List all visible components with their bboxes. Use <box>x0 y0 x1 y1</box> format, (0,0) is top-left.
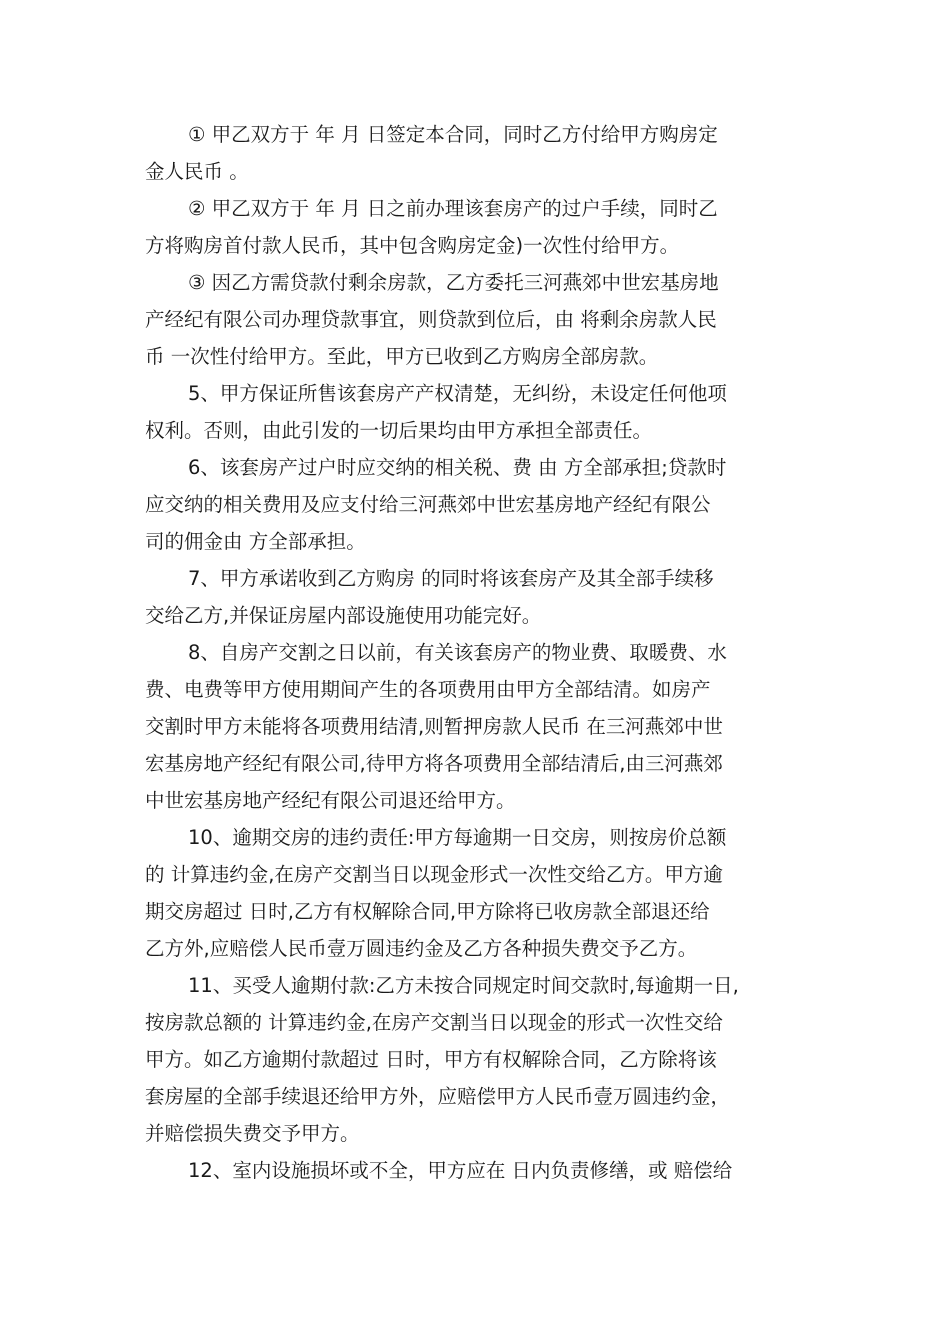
clause-line: ③ 因乙方需贷款付剩余房款，乙方委托三河燕郊中世宏基房地 <box>188 271 719 294</box>
clause-6 <box>145 449 810 560</box>
clause-line: 产经纪有限公司办理贷款事宜，则贷款到位后，由 将剩余房款人民 <box>145 308 717 331</box>
clause-line: 8、自房产交割之日以前，有关该套房产的物业费、取暖费、水 <box>188 641 727 664</box>
clause-line: 交给乙方,并保证房屋内部设施使用功能完好。 <box>145 604 542 627</box>
clause-line: 12、室内设施损坏或不全，甲方应在 日内负责修缮，或 赔偿给 <box>188 1159 733 1182</box>
clause-line: 权利。否则，由此引发的一切后果均由甲方承担全部责任。 <box>145 419 653 442</box>
clause-12 <box>145 1152 810 1189</box>
clause-1 <box>145 116 810 190</box>
clause-7 <box>145 560 810 634</box>
contract-body <box>145 116 810 1189</box>
clause-5 <box>145 375 810 449</box>
clause-line: 乙方外,应赔偿人民币壹万圆违约金及乙方各种损失费交予乙方。 <box>145 937 698 960</box>
clause-line: 的 计算违约金,在房产交割当日以现金形式一次性交给乙方。甲方逾 <box>145 863 723 886</box>
clause-line: ① 甲乙双方于 年 月 日签定本合同，同时乙方付给甲方购房定 <box>188 123 718 146</box>
clause-3 <box>145 264 810 375</box>
clause-line: 按房款总额的 计算违约金,在房产交割当日以现金的形式一次性交给 <box>145 1011 723 1034</box>
clause-line: 7、甲方承诺收到乙方购房 的同时将该套房产及其全部手续移 <box>188 567 714 590</box>
clause-line: 10、逾期交房的违约责任:甲方每逾期一日交房，则按房价总额 <box>188 826 727 849</box>
clause-line: 6、该套房产过户时应交纳的相关税、费 由 方全部承担;贷款时 <box>188 456 727 479</box>
clause-line: 11、买受人逾期付款:乙方未按合同规定时间交款时,每逾期一日, <box>188 974 739 997</box>
clause-line: 中世宏基房地产经纪有限公司退还给甲方。 <box>145 789 516 812</box>
clause-line: 套房屋的全部手续退还给甲方外，应赔偿甲方人民币壹万圆违约金， <box>145 1085 731 1108</box>
clause-line: 金人民币 。 <box>145 160 249 183</box>
clause-line: 甲方。如乙方逾期付款超过 日时，甲方有权解除合同，乙方除将该 <box>145 1048 717 1071</box>
clause-8 <box>145 634 810 819</box>
clause-11 <box>145 967 810 1152</box>
clause-2 <box>145 190 810 264</box>
clause-line: 交割时甲方未能将各项费用结清,则暂押房款人民币 在三河燕郊中世 <box>145 715 723 738</box>
clause-line: 5、甲方保证所售该套房产产权清楚，无纠纷，未设定任何他项 <box>188 382 727 405</box>
clause-10 <box>145 819 810 967</box>
clause-line: 司的佣金由 方全部承担。 <box>145 530 366 553</box>
clause-line: 方将购房首付款人民币，其中包含购房定金)一次性付给甲方。 <box>145 234 680 257</box>
clause-line: 币 一次性付给甲方。至此，甲方已收到乙方购房全部房款。 <box>145 345 659 368</box>
clause-line: 应交纳的相关费用及应支付给三河燕郊中世宏基房地产经纪有限公 <box>145 493 711 516</box>
clause-line: 宏基房地产经纪有限公司,待甲方将各项费用全部结清后,由三河燕郊 <box>145 752 723 775</box>
clause-line: 并赔偿损失费交予甲方。 <box>145 1122 360 1145</box>
clause-line: ② 甲乙双方于 年 月 日之前办理该套房产的过户手续，同时乙 <box>188 197 718 220</box>
clause-line: 期交房超过 日时,乙方有权解除合同,甲方除将已收房款全部退还给 <box>145 900 710 923</box>
clause-line: 费、电费等甲方使用期间产生的各项费用由甲方全部结清。如房产 <box>145 678 711 701</box>
